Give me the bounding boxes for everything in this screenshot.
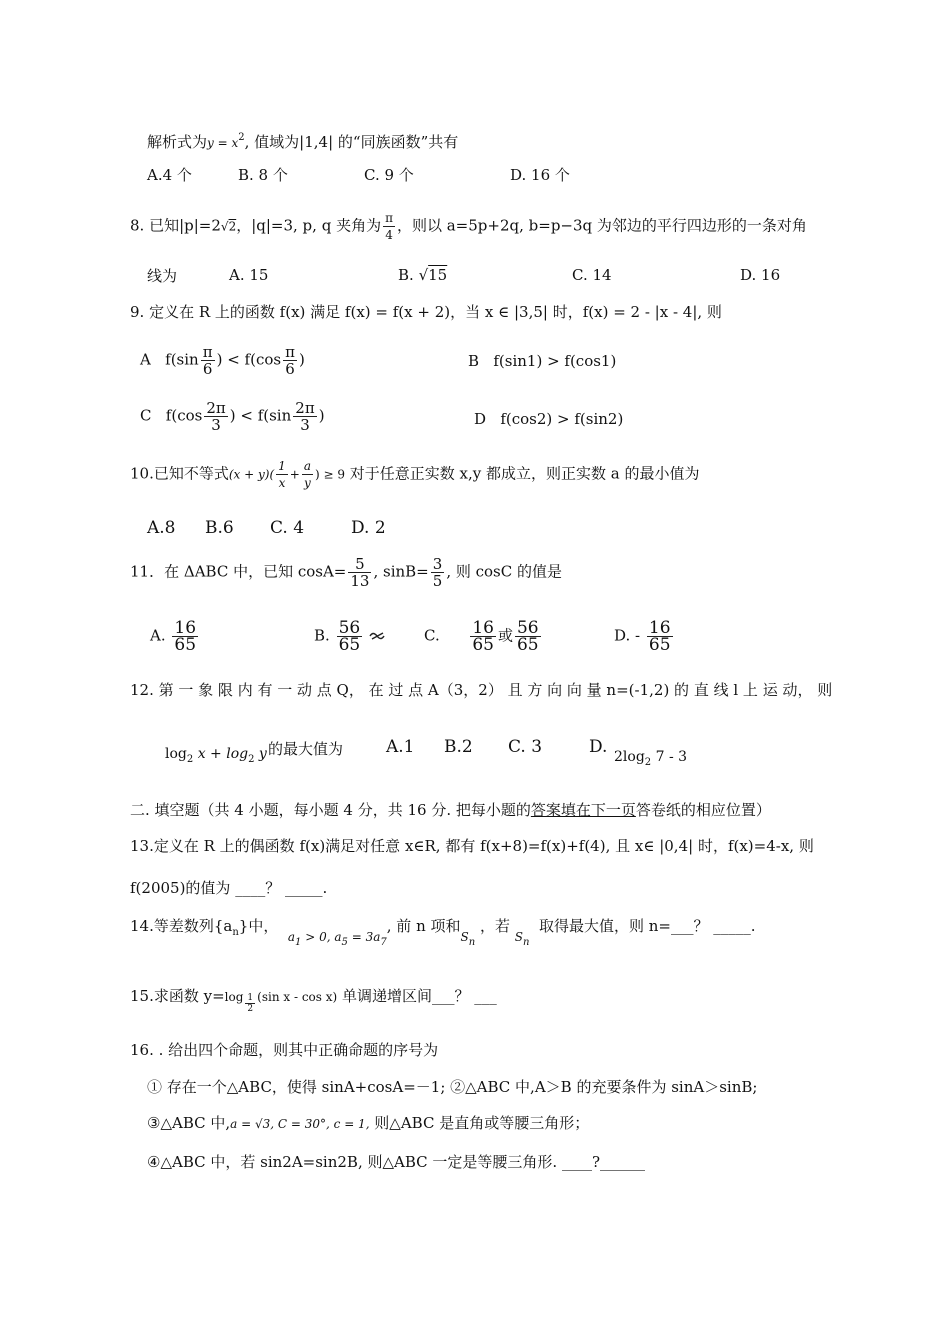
- q12-post: 的最大值为: [268, 740, 344, 758]
- q16-proposition-4: ④△ABC 中，若 sin2A=sin2B, 则△ABC 一定是等腰三角形. ____?______: [147, 1153, 645, 1171]
- q16-stem: 16. . 给出四个命题，则其中正确命题的序号为: [130, 1041, 439, 1059]
- q9-option-a: A f(sin $\frac{\pi}{6}$ ) < f(cos $\frac{\pi}{6}$ ): [140, 343, 305, 378]
- intro-post: 的“同族函数”共有: [333, 133, 459, 151]
- q12-option-b: B.2: [444, 737, 473, 757]
- q9-option-c: C f(cos $\frac{2\pi}{3}$ ) < f(sin $\frac{2\pi}{3}$ ): [140, 399, 325, 434]
- q8-angle-fraction: $\frac{\pi}{4}$: [385, 211, 393, 242]
- q13-line1: 13.定义在 R 上的偶函数 f(x)满足对任意 x∈R, 都有 f(x+8)=f(x)+f(4), 且 x∈ |0,4| 时，f(x)=4-x, 则: [130, 837, 814, 855]
- q8-sqrt-15: 15: [428, 266, 448, 284]
- intro-option-d: D. 16 个: [510, 166, 570, 184]
- q12-option-a: A.1: [386, 737, 415, 757]
- q10-option-a: A.8: [147, 518, 176, 538]
- q11-option-d: D. - $\frac{16}{65}$: [614, 618, 671, 655]
- section2-heading: 二. 填空题（共 4 小题，每小题 4 分，共 16 分. 把每小题的答案填在下一页答卷纸的相应位置）: [130, 801, 771, 819]
- q8-stem-c: ，则以 a=5p+2q, b=p−3q 为邻边的平行四边形的一条对角: [396, 216, 807, 235]
- q11-option-c: C. $\frac{16}{65}$ 或 $\frac{56}{65}$: [424, 618, 539, 655]
- q12-option-c: C. 3: [508, 737, 543, 757]
- q12-option-d: D.: [589, 737, 608, 757]
- q10-stem: 10.已知不等式(x + y)( $\frac{1}{x}$ + $\frac{a}{y}$ ) ≥ 9 对于任意正实数 x,y 都成立，则正实数 a 的最小值为: [130, 459, 700, 490]
- q13-line2: f(2005)的值为 ____？ _____.: [130, 879, 328, 897]
- q16-proposition-3: ③△ABC 中,a = √3, C = 30°, c = 1, 则△ABC 是直角或等腰三角形；: [147, 1114, 590, 1132]
- q8-stem: [130, 210, 807, 243]
- intro-pre: 解析式为: [147, 133, 208, 151]
- q9-option-b: B f(sin1) > f(cos1): [468, 352, 617, 370]
- intro-formula: y = x: [207, 136, 239, 150]
- q8-option-b: B. √15: [398, 266, 448, 284]
- q8-line2: 线为: [147, 267, 178, 285]
- q9-stem: 9. 定义在 R 上的函数 f(x) 满足 f(x) = f(x + 2)，当 x ∈ |3,5| 时，f(x) = 2 - |x - 4|, 则: [130, 303, 722, 321]
- q11-option-a: A. $\frac{16}{65}$: [150, 618, 197, 655]
- intro-mid: , 值域为: [244, 133, 300, 151]
- q8-stem-a: 8. 已知|p|=2: [130, 216, 221, 235]
- intro-option-c: C. 9 个: [364, 166, 414, 184]
- q11-option-b: B. $\frac{56}{65}$: [314, 620, 387, 653]
- q12-option-d-expression: $2\log_2$ 7 - 3: [614, 749, 688, 768]
- intro-range: |1,4|: [299, 133, 334, 151]
- q8-sqrt-2: √2: [220, 219, 237, 234]
- q8-option-a: A. 15: [229, 266, 269, 284]
- q12-expression: $\log_2 x + \log_2 y$: [165, 746, 267, 765]
- q8-option-d: D. 16: [740, 266, 781, 284]
- q10-option-d: D. 2: [351, 518, 386, 538]
- intro-option-b: B. 8 个: [238, 166, 288, 184]
- q11-stem: 11．在 ΔABC 中，已知 cosA= $\frac{5}{13}$ , sinB= $\frac{3}{5}$ , 则 cosC 的值是: [130, 555, 562, 590]
- intro-option-a: A.4 个: [147, 166, 192, 184]
- intro-line: [147, 128, 458, 153]
- q12-stem: 12. 第 一 象 限 内 有 一 动 点 Q， 在 过 点 A（3，2） 且 方 向 向 量 n=(-1,2) 的 直 线 l 上 运 动， 则: [130, 681, 833, 699]
- intro-exp: 2: [238, 132, 245, 143]
- q16-proposition-1-2: ① 存在一个△ABC，使得 sinA+cosA=－1; ②△ABC 中,A＞B 的充要条件为 sinA＞sinB;: [147, 1078, 758, 1096]
- q10-option-c: C. 4: [270, 518, 305, 538]
- q8-stem-b: ，|q|=3, p, q 夹角为: [236, 216, 382, 235]
- q14-stem: 14.等差数列$\{a_n\}$中， $_{a_1 > 0, a_5 = 3a_7}$, 前 n 项和$_{S_n}$ ，若 $_{S_n}$ 取得最大值，则 n=___？ _____.: [130, 917, 756, 948]
- q9-option-d: D f(cos2) > f(sin2): [474, 410, 624, 428]
- q15-stem: 15.求函数 y=log $\frac{1}{2}$ (sin x - cos x) 单调递增区间___？ ___: [130, 987, 497, 1014]
- q8-option-c: C. 14: [572, 266, 612, 284]
- scribble-icon: [369, 628, 387, 646]
- q10-option-b: B.6: [205, 518, 234, 538]
